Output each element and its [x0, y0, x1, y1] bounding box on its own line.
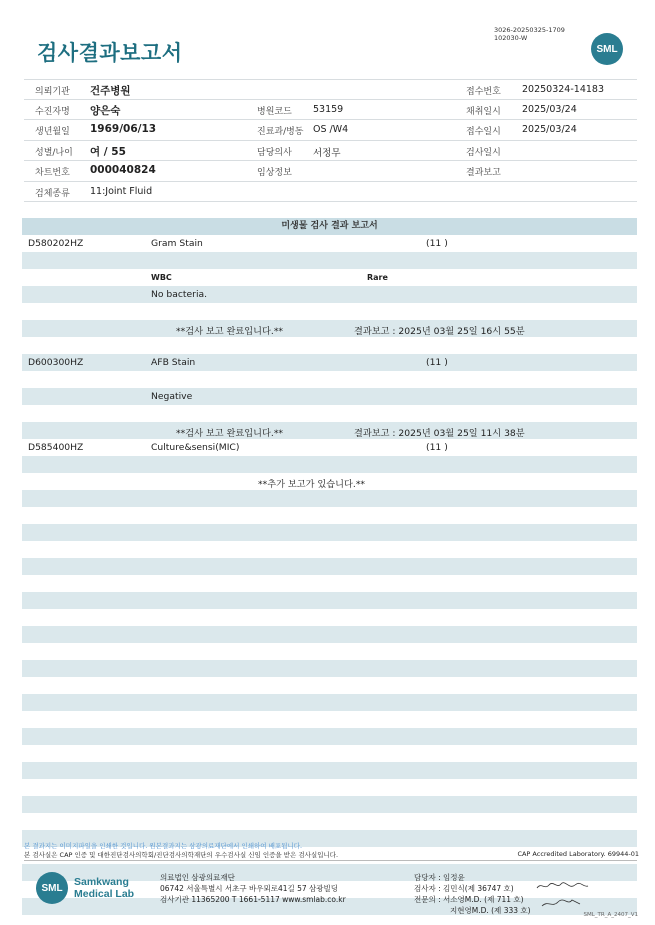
table-row [22, 592, 637, 609]
brand-line-1: Samkwang [74, 876, 129, 888]
staff-specialist-1: 전문의 : 서소영M.D. (제 711 호) [414, 895, 524, 904]
sex-age-label: 성별/나이 [35, 147, 73, 158]
table-row [22, 388, 637, 405]
footer-logo [36, 872, 134, 904]
requester-value: 건주병원 [90, 85, 131, 97]
table-row [22, 677, 637, 694]
report-time: 결과보고 : 2025년 03월 25일 16시 55분 [354, 326, 525, 337]
hospital-code-value: 53159 [313, 103, 344, 115]
chart-label: 차트번호 [35, 168, 70, 178]
test-code: D580202HZ [28, 238, 84, 249]
wbc-label: WBC [151, 273, 172, 282]
staff-in-charge: 담당자 : 임정윤 [414, 873, 465, 882]
table-row [22, 303, 637, 320]
report-done: **검사 보고 완료입니다.** [176, 326, 284, 337]
table-row [22, 286, 637, 303]
table-row [22, 490, 637, 507]
table-row [22, 371, 637, 388]
report-time: 결과보고 : 2025년 03월 25일 11시 38분 [354, 428, 525, 439]
table-row [22, 813, 637, 830]
brand-line-2: Medical Lab [74, 888, 135, 900]
collect-date-label: 채취일시 [466, 106, 501, 117]
dept-value: OS /W4 [313, 124, 349, 135]
gram-result: No bacteria. [151, 289, 208, 300]
test-date-label: 검사일시 [466, 147, 501, 158]
table-row [22, 456, 637, 473]
info-row [24, 182, 637, 203]
dob-label: 생년월일 [35, 127, 70, 137]
receipt-no-value: 20250324-14183 [522, 84, 605, 95]
dept-label: 진료과/병동 [257, 127, 304, 137]
foundation-name: 의료법인 삼광의료재단 [160, 873, 235, 882]
signature-image [535, 880, 590, 892]
receive-date-value: 2025/03/24 [522, 124, 577, 135]
info-row [24, 141, 637, 162]
table-row [22, 541, 637, 558]
table-row [22, 337, 637, 354]
table-row [22, 660, 637, 677]
requester-label: 의뢰기관 [35, 87, 70, 97]
signature-image [540, 896, 585, 910]
table-row [22, 626, 637, 643]
brand-name [74, 876, 134, 900]
test-name: Culture&sensi(MIC) [151, 442, 240, 453]
test-name: Gram Stain [151, 238, 203, 249]
cap-accreditation: CAP Accredited Laboratory. 69944-01 [517, 850, 639, 858]
table-row [22, 524, 637, 541]
table-row [22, 473, 637, 490]
hospital-code-label: 병원코드 [257, 106, 292, 117]
staff-specialist-2: 지현영M.D. (제 333 호) [450, 906, 531, 915]
table-row [22, 320, 637, 337]
more-report-note: **추가 보고가 있습니다.** [258, 479, 366, 490]
footer-divider [24, 860, 637, 861]
info-row [24, 79, 637, 100]
table-row [22, 694, 637, 711]
dob-value: 1969/06/13 [90, 123, 157, 135]
sml-logo-mark: SML [36, 872, 68, 904]
table-row [22, 354, 637, 371]
collect-date-value: 2025/03/24 [522, 103, 577, 115]
table-row [22, 779, 637, 796]
sml-logo: SML [591, 33, 623, 65]
results-heading: 미생물 검사 결과 보고서 [22, 218, 637, 235]
specimen-code: (11 ) [426, 442, 448, 453]
specimen-value: 11:Joint Fluid [90, 185, 153, 197]
test-code: D585400HZ [28, 442, 84, 453]
receipt-no-label: 접수번호 [466, 87, 501, 97]
accreditation-notice: 본 검사실은 CAP 인증 및 대한진단검사의학회/진단검사의학재단의 우수검사실 신임 인증을 받은 검사실입니다. [24, 851, 339, 859]
lab-address [160, 872, 346, 905]
doctor-value: 서정무 [313, 147, 341, 159]
table-row [22, 269, 637, 286]
results-table [22, 218, 637, 915]
table-row [22, 762, 637, 779]
sex-age-value: 여 / 55 [90, 145, 126, 158]
afb-result: Negative [151, 391, 193, 402]
info-row [24, 161, 637, 182]
patient-value: 양은숙 [90, 104, 121, 117]
table-row [22, 643, 637, 660]
table-row [22, 745, 637, 762]
table-row [22, 405, 637, 422]
page-title: 검사결과보고서 [37, 41, 183, 65]
patient-label: 수진자명 [35, 106, 70, 117]
report-done: **검사 보고 완료입니다.** [176, 428, 284, 439]
table-row [22, 252, 637, 269]
info-row [24, 100, 637, 121]
specimen-code: (11 ) [426, 357, 448, 368]
table-row [22, 609, 637, 626]
info-row [24, 120, 637, 141]
clinical-label: 임상정보 [257, 168, 292, 178]
table-row [22, 796, 637, 813]
street-address: 06742 서울특별시 서초구 바우뫼로41길 57 삼광빌딩 [160, 884, 339, 893]
table-row [22, 711, 637, 728]
form-version: SML_TR_A_2407_V1 [583, 912, 638, 918]
table-row [22, 575, 637, 592]
report-label: 결과보고 [466, 168, 501, 178]
table-row [22, 235, 637, 252]
staff-info [414, 872, 531, 916]
table-row [22, 422, 637, 439]
specimen-label: 검체종류 [35, 188, 70, 199]
staff-tester: 검사자 : 김민식(제 36747 호) [414, 884, 514, 893]
test-code: D600300HZ [28, 357, 84, 368]
document-number [494, 26, 565, 42]
doc-number-2: 102030-W [494, 34, 528, 42]
table-row [22, 728, 637, 745]
table-row [22, 439, 637, 456]
table-row [22, 507, 637, 524]
image-notice: 본 결과지는 이미지파일을 인쇄한 것입니다. 원본결과지는 삼광의료재단에서 인쇄하여 배포됩니다. [24, 842, 303, 850]
doc-number-1: 3026-20250325-1709 [494, 26, 565, 34]
patient-info-table [24, 79, 637, 202]
contact-info: 검사기관 11365200 T 1661-5117 www.smlab.co.kr [160, 895, 346, 904]
chart-value: 000040824 [90, 164, 156, 176]
wbc-value: Rare [367, 273, 388, 282]
doctor-label: 담당의사 [257, 147, 292, 158]
specimen-code: (11 ) [426, 238, 448, 249]
table-row [22, 558, 637, 575]
receive-date-label: 접수일시 [466, 127, 501, 137]
test-name: AFB Stain [151, 357, 196, 368]
